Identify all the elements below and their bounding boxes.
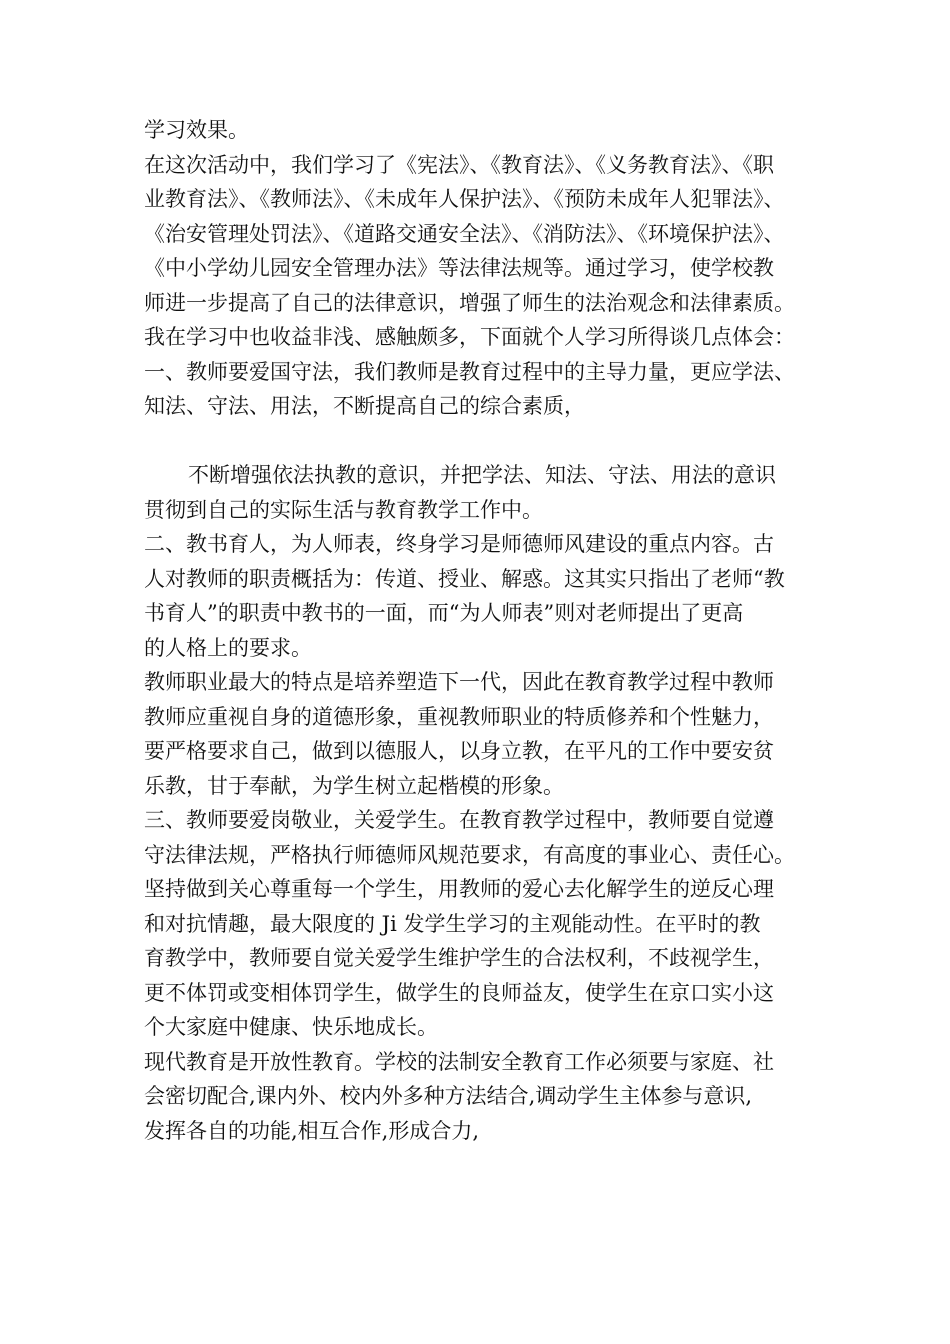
text-line: 贯彻到自己的实际生活与教育教学工作中。 [144,497,543,522]
text-line: 在这次活动中，我们学习了《宪法》、《教育法》、《义务教育法》、《职 [144,152,774,177]
text-line-indented: 不断增强依法执教的意识，并把学法、知法、守法、用法的意识 [188,463,776,487]
text-line: 会密切配合,课内外、校内外多种方法结合,调动学生主体参与意识, [144,1084,753,1108]
text-line: 业教育法》、《教师法》、《未成年人保护法》、《预防未成年人犯罪法》、 [144,187,785,211]
text-line: 的人格上的要求。 [144,635,312,660]
text-line: 一、教师要爱国守法，我们教师是教育过程中的主导力量，更应学法、 [144,359,795,384]
text-line: 《中小学幼儿园安全管理办法》等法律法规等。通过学习，使学校教 [144,256,774,280]
text-line: 守法律法规，严格执行师德师风规范要求，有高度的事业心、责任心。 [144,842,795,867]
text-line: 书育人”的职责中教书的一面，而“为人师表”则对老师提出了更高 [144,601,744,625]
text-line: 现代教育是开放性教育。学校的法制安全教育工作必须要与家庭、社 [144,1049,774,1074]
paragraph-gap [144,424,824,459]
text-line: 《治安管理处罚法》、《道路交通安全法》、《消防法》、《环境保护法》、 [144,221,785,246]
text-line: 学习效果。 [144,118,249,142]
text-line: 人对教师的职责概括为：传道、授业、解惑。这其实只指出了老师“教 [144,566,785,591]
text-line: 二、教书育人，为人师表，终身学习是师德师风建设的重点内容。古 [144,532,774,556]
text-line: 个大家庭中健康、快乐地成长。 [144,1015,438,1039]
text-line: 更不体罚或变相体罚学生，做学生的良师益友，使学生在京口实小这 [144,980,774,1005]
text-line: 要严格要求自己，做到以德服人，以身立教，在平凡的工作中要安贫 [144,739,774,763]
text-line: 育教学中，教师要自觉关爱学生维护学生的合法权利，不歧视学生， [144,946,774,970]
text-line: 教师应重视自身的道德形象，重视教师职业的特质修养和个性魅力， [144,704,774,729]
text-line: 教师职业最大的特点是培养塑造下一代，因此在教育教学过程中教师 [144,670,774,694]
text-line: 乐教，甘于奉献，为学生树立起楷模的形象。 [144,773,564,798]
text-line: 发挥各自的功能,相互合作,形成合力, [144,1118,480,1143]
text-line: 坚持做到关心尊重每一个学生，用教师的爱心去化解学生的逆反心理 [144,877,774,901]
text-line: 三、教师要爱岗敬业，关爱学生。在教育教学过程中，教师要自觉遵 [144,808,774,832]
text-line: 知法、守法、用法，不断提高自己的综合素质， [144,394,585,418]
text-line: 我在学习中也收益非浅、感触颇多，下面就个人学习所得谈几点体会： [144,325,795,349]
text-line: 师进一步提高了自己的法律意识，增强了师生的法治观念和法律素质。 [144,290,795,315]
document-body [144,113,824,1148]
text-line: 和对抗情趣，最大限度的 Ji 发学生学习的主观能动性。在平时的教 [144,911,761,936]
